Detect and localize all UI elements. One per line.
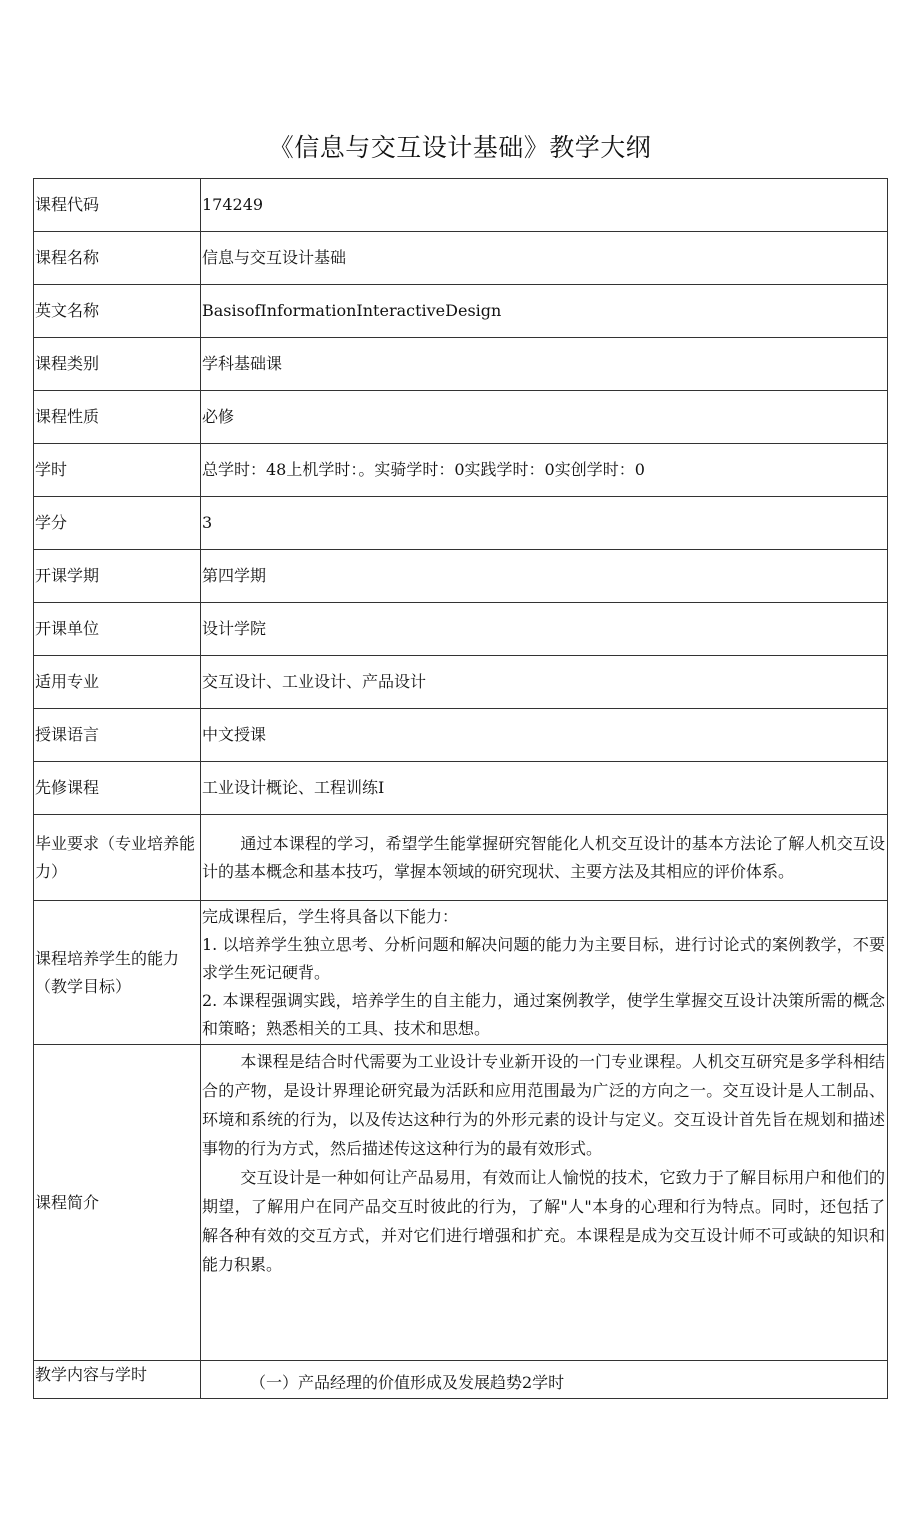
row-value: 总学时：48上机学时：。实骑学时：0实践学时：0实创学时：0 (201, 444, 888, 497)
row-label: 英文名称 (34, 285, 201, 338)
table-row (34, 338, 888, 391)
objectives-intro: 完成课程后，学生将具备以下能力： (202, 906, 459, 926)
row-label: 适用专业 (34, 656, 201, 709)
objectives-label: 课程培养学生的能力（教学目标） (34, 901, 201, 1045)
table-row (34, 656, 888, 709)
row-label: 开课学期 (34, 550, 201, 603)
row-value: 设计学院 (201, 603, 888, 656)
row-value: 信息与交互设计基础 (201, 232, 888, 285)
table-row (34, 444, 888, 497)
row-value: 中文授课 (201, 709, 888, 762)
content-first-line: （一）产品经理的价值形成及发展趋势2学时 (250, 1372, 565, 1392)
row-label: 课程性质 (34, 391, 201, 444)
introduction-paragraph: 交互设计是一种如何让产品易用，有效而让人愉悦的技术，它致力于了解目标用户和他们的期望，了解用户在同产品交互时彼此的行为，了解"人"本身的心理和行为特点。同时，还包括了解各种有效的交互方式，并对它们进行增强和扩充。本课程是成为交互设计师不可或缺的知识和能力积累。 (202, 1168, 885, 1274)
row-label: 先修课程 (34, 762, 201, 815)
content-label: 教学内容与学时 (34, 1361, 201, 1399)
table-row (34, 232, 888, 285)
introduction-row (34, 1045, 888, 1361)
introduction-cell (201, 1045, 888, 1361)
syllabus-table (33, 178, 888, 1399)
content-cell (201, 1361, 888, 1399)
objectives-cell (201, 901, 888, 1045)
introduction-paragraph: 本课程是结合时代需要为工业设计专业新开设的一门专业课程。人机交互研究是多学科相结合的产物，是设计界理论研究最为活跃和应用范围最为广泛的方向之一。交互设计是人工制品、环境和系统的行为，以及传达这种行为的外形元素的设计与定义。交互设计首先旨在规划和描述事物的行为方式，然后描述传这这种行为的最有效形式。 (202, 1052, 885, 1158)
table-row (34, 709, 888, 762)
row-value: 3 (201, 497, 888, 550)
row-label: 开课单位 (34, 603, 201, 656)
row-value: 第四学期 (201, 550, 888, 603)
row-label: 课程名称 (34, 232, 201, 285)
row-label: 课程代码 (34, 179, 201, 232)
objective-item: 1. 以培养学生独立思考、分析问题和解决问题的能力为主要目标，进行讨论式的案例教学，不要求学生死记硬背。 (202, 934, 885, 982)
row-label: 课程类别 (34, 338, 201, 391)
content-row (34, 1361, 888, 1399)
table-row (34, 603, 888, 656)
table-row (34, 179, 888, 232)
graduation-cell (201, 815, 888, 901)
objective-item: 2. 本课程强调实践，培养学生的自主能力，通过案例教学，使学生掌握交互设计决策所需的概念和策略；熟悉相关的工具、技术和思想。 (202, 990, 885, 1038)
row-value: 174249 (201, 179, 888, 232)
graduation-label: 毕业要求（专业培养能力） (34, 815, 201, 901)
table-row (34, 391, 888, 444)
objectives-row (34, 901, 888, 1045)
table-row (34, 762, 888, 815)
table-row (34, 285, 888, 338)
row-label: 学时 (34, 444, 201, 497)
graduation-row (34, 815, 888, 901)
row-value: 工业设计概论、工程训练I (201, 762, 888, 815)
table-row (34, 497, 888, 550)
row-value: 交互设计、工业设计、产品设计 (201, 656, 888, 709)
row-label: 授课语言 (34, 709, 201, 762)
page-title: 《信息与交互设计基础》教学大纲 (268, 133, 652, 162)
row-value: 必修 (201, 391, 888, 444)
row-value: 学科基础课 (201, 338, 888, 391)
graduation-text: 通过本课程的学习，希望学生能掌握研究智能化人机交互设计的基本方法论了解人机交互设计的基本概念和基本技巧，掌握本领域的研究现状、主要方法及其相应的评价体系。 (202, 833, 885, 881)
introduction-label: 课程简介 (34, 1045, 201, 1361)
row-label: 学分 (34, 497, 201, 550)
table-row (34, 550, 888, 603)
row-value: BasisofInformationInteractiveDesign (201, 285, 888, 338)
